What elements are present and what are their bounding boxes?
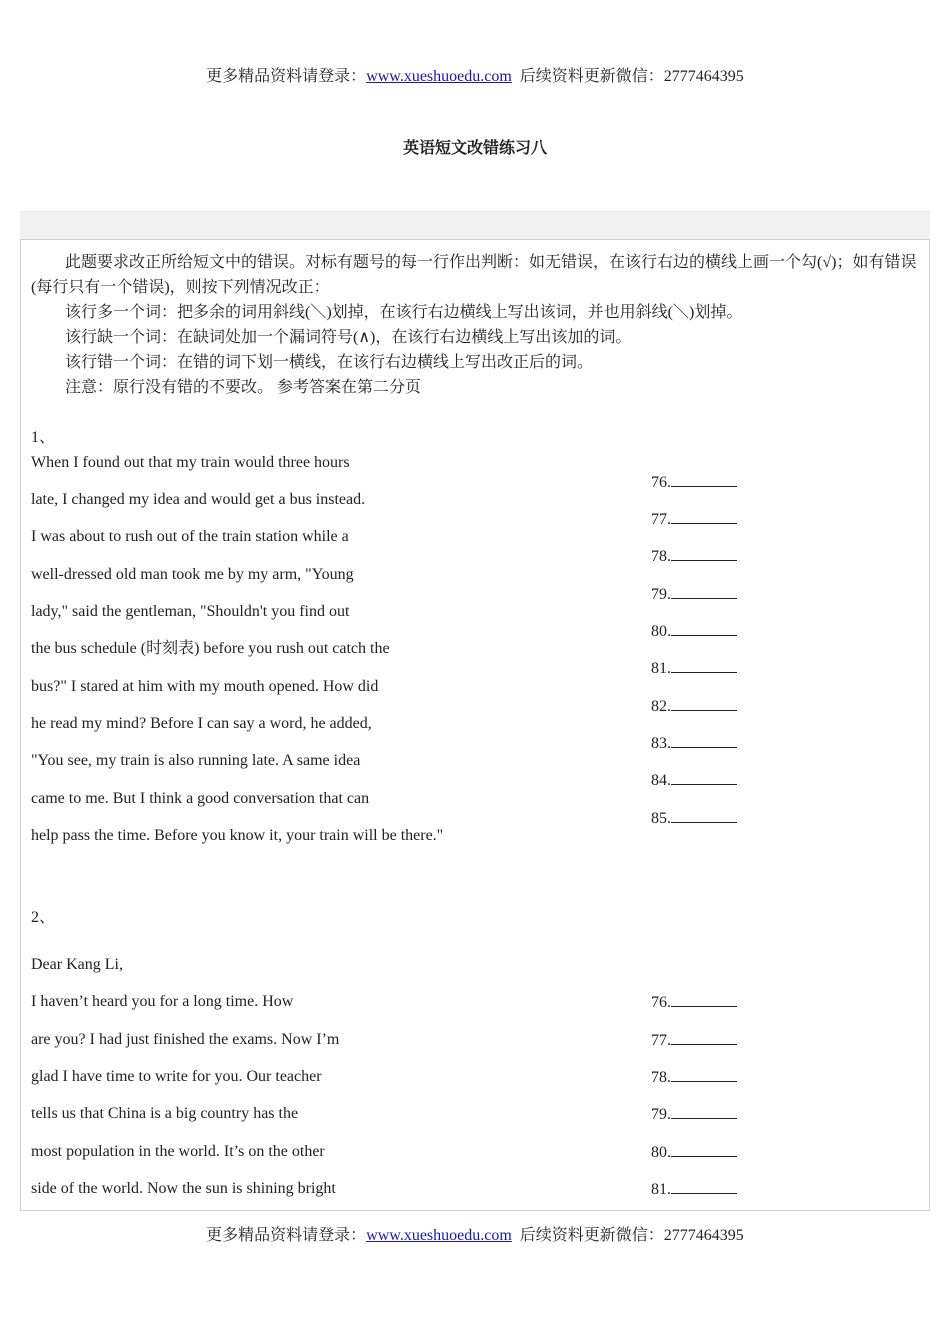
answer-line[interactable] [671, 472, 737, 487]
exercise-box [20, 239, 930, 1211]
passage-line: help pass the time. Before you know it, your train will be there." [31, 827, 444, 844]
grey-header-bar [20, 211, 930, 240]
answer-blank-77[interactable] [651, 1030, 737, 1051]
passage-line: most population in the world. It’s on the other [31, 1143, 325, 1160]
answer-blank-79[interactable] [651, 1104, 737, 1125]
instruction-line: 该行错一个词：在错的词下划一横线，在该行右边横线上写出改正后的词。 [65, 354, 594, 371]
passage-line: he read my mind? Before I can say a word, he added, [31, 715, 372, 732]
answer-line[interactable] [671, 584, 737, 599]
answer-line[interactable] [671, 1067, 737, 1082]
passage-line: are you? I had just finished the exams. Now I’m [31, 1031, 340, 1048]
answer-line[interactable] [671, 621, 737, 636]
answer-number: 82. [651, 698, 671, 715]
answer-blank-82[interactable] [651, 696, 737, 717]
passage-2-label: 2、 [31, 909, 56, 926]
passage-line: I haven’t heard you for a long time. How [31, 993, 294, 1010]
page-footer [0, 1226, 950, 1246]
answer-number: 76. [651, 994, 671, 1011]
passage-line: the bus schedule (时刻表) before you rush out catch the [31, 640, 390, 657]
answer-blank-85[interactable] [651, 808, 737, 829]
instruction-line: 注意：原行没有错的不要改。 参考答案在第二分页 [65, 379, 422, 396]
passage-line: late, I changed my idea and would get a bus instead. [31, 491, 366, 508]
answer-number: 78. [651, 1069, 671, 1086]
answer-blank-83[interactable] [651, 733, 737, 754]
answer-number: 76. [651, 474, 671, 491]
answer-line[interactable] [671, 1104, 737, 1119]
answer-blank-80[interactable] [651, 621, 737, 642]
header-prefix: 更多精品资料请登录： [206, 68, 367, 85]
instruction-line: 此题要求改正所给短文中的错误。对标有题号的每一行作出判断：如无错误，在该行右边的横线上画一个勾(√)；如有错误(每行只有一个错误)，则按下列情况改正： [31, 254, 917, 296]
answer-number: 84. [651, 772, 671, 789]
answer-number: 77. [651, 511, 671, 528]
answer-line[interactable] [671, 1179, 737, 1194]
footer-prefix: 更多精品资料请登录： [206, 1227, 367, 1244]
passage-line: I was about to rush out of the train station while a [31, 528, 349, 545]
footer-link[interactable]: www.xueshuoedu.com [366, 1227, 512, 1244]
answer-number: 77. [651, 1032, 671, 1049]
passage-greeting: Dear Kang Li, [31, 956, 123, 973]
answer-line[interactable] [671, 509, 737, 524]
answer-blank-78[interactable] [651, 546, 737, 567]
passage-line: well-dressed old man took me by my arm, "Young [31, 566, 354, 583]
instruction-line: 该行多一个词：把多余的词用斜线(＼)划掉，在该行右边横线上写出该词，并也用斜线(＼)划掉。 [65, 304, 743, 321]
answer-number: 81. [651, 660, 671, 677]
answer-blank-77[interactable] [651, 509, 737, 530]
footer-suffix: 后续资料更新微信：2777464395 [519, 1227, 744, 1244]
answer-blank-81[interactable] [651, 658, 737, 679]
passage-line: glad I have time to write for you. Our teacher [31, 1068, 322, 1085]
answer-line[interactable] [671, 1030, 737, 1045]
passage-line: came to me. But I think a good conversation that can [31, 790, 370, 807]
answer-blank-80[interactable] [651, 1142, 737, 1163]
passage-1-label: 1、 [31, 429, 56, 446]
answer-line[interactable] [671, 658, 737, 673]
answer-blank-81[interactable] [651, 1179, 737, 1200]
passage-line: bus?" I stared at him with my mouth opened. How did [31, 678, 379, 695]
answer-number: 83. [651, 735, 671, 752]
instructions [31, 250, 921, 400]
answer-blank-79[interactable] [651, 584, 737, 605]
answer-number: 78. [651, 548, 671, 565]
answer-line[interactable] [671, 733, 737, 748]
answer-number: 80. [651, 1144, 671, 1161]
answer-line[interactable] [671, 1142, 737, 1157]
answer-line[interactable] [671, 696, 737, 711]
header-link[interactable]: www.xueshuoedu.com [366, 68, 512, 85]
page-title: 英语短文改错练习八 [402, 140, 547, 157]
passage-line: When I found out that my train would three hours [31, 454, 350, 471]
header-suffix: 后续资料更新微信：2777464395 [519, 68, 744, 85]
passage-line: side of the world. Now the sun is shining bright [31, 1180, 336, 1197]
passage-line: "You see, my train is also running late. A same idea [31, 752, 361, 769]
answer-blank-84[interactable] [651, 770, 737, 791]
passage-line: tells us that China is a big country has the [31, 1105, 299, 1122]
answer-line[interactable] [671, 546, 737, 561]
answer-blank-76[interactable] [651, 472, 737, 493]
answer-line[interactable] [671, 992, 737, 1007]
answer-number: 85. [651, 810, 671, 827]
answer-number: 81. [651, 1181, 671, 1198]
answer-number: 80. [651, 623, 671, 640]
answer-line[interactable] [671, 770, 737, 785]
passage-line: lady," said the gentleman, "Shouldn't you find out [31, 603, 350, 620]
page-header [0, 67, 950, 87]
instruction-line: 该行缺一个词：在缺词处加一个漏词符号(∧)，在该行右边横线上写出该加的词。 [65, 329, 632, 346]
answer-line[interactable] [671, 808, 737, 823]
answer-number: 79. [651, 1106, 671, 1123]
answer-blank-76[interactable] [651, 992, 737, 1013]
answer-number: 79. [651, 586, 671, 603]
answer-blank-78[interactable] [651, 1067, 737, 1088]
